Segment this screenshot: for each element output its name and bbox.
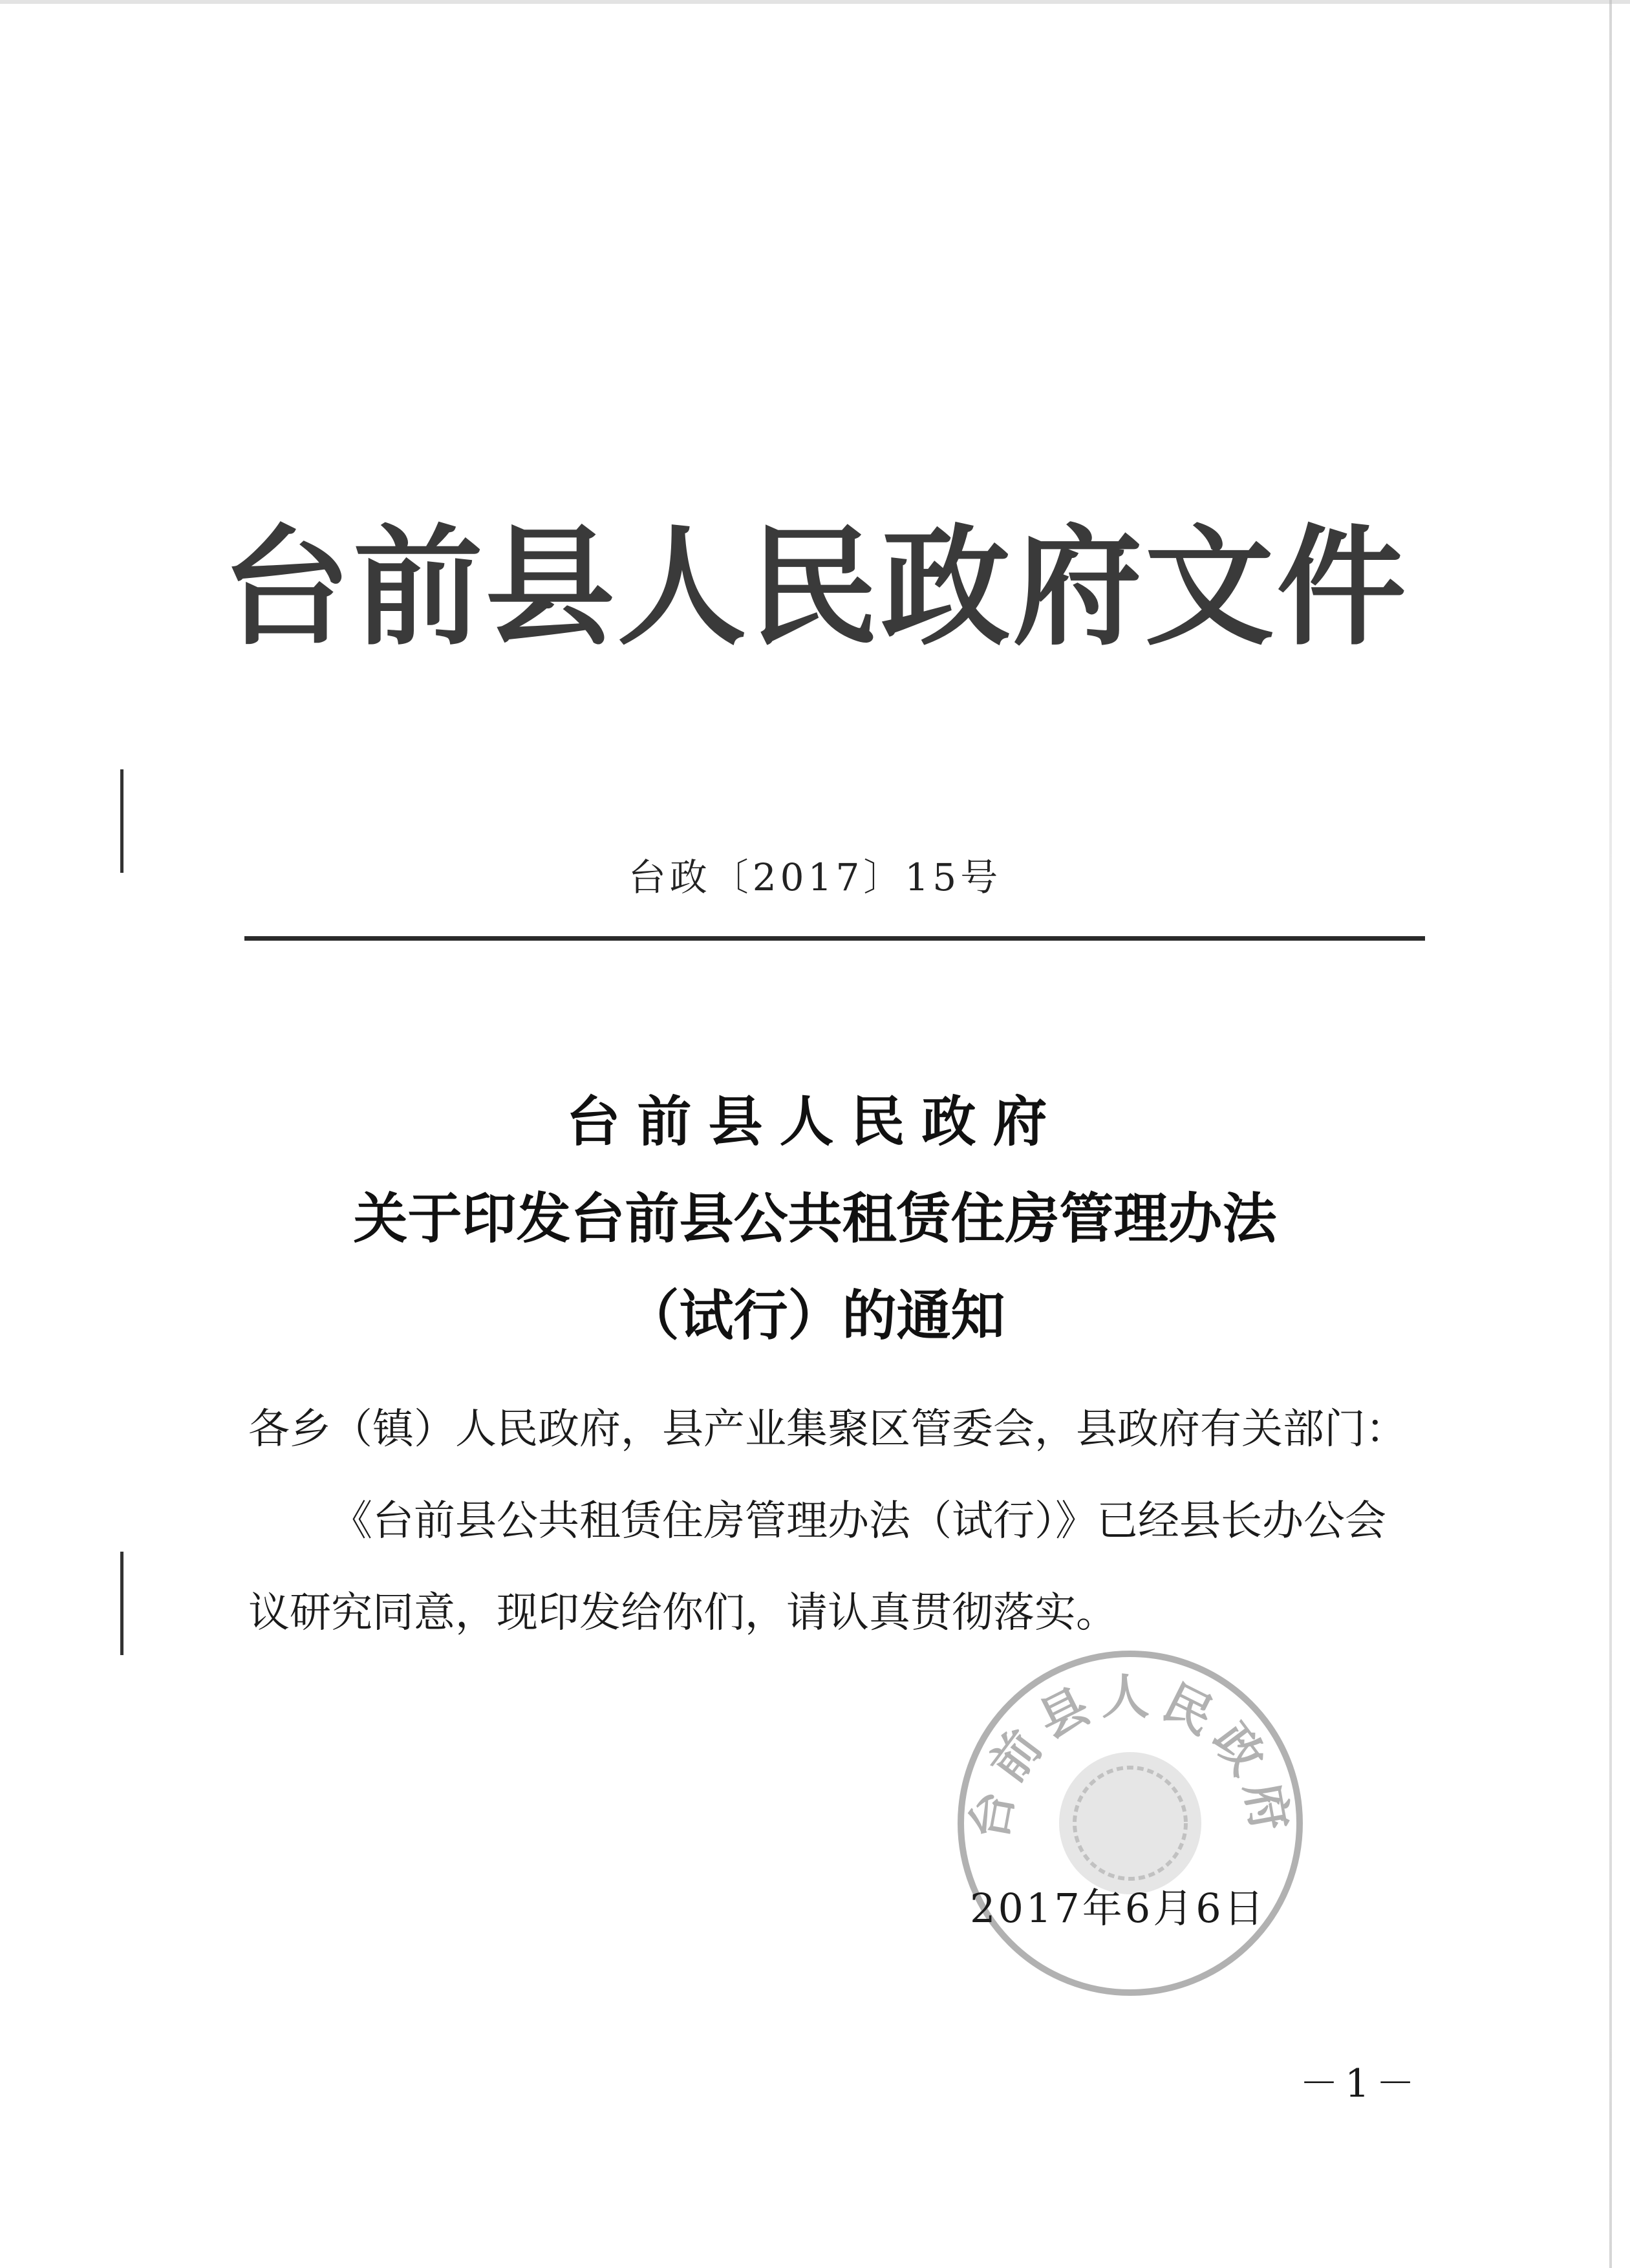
recipient-line: 各乡（镇）人民政府，县产业集聚区管委会，县政府有关部门： <box>248 1406 1407 1453</box>
body-paragraph: 《台前县公共租赁住房管理办法（试行）》已经县长办公会议研究同意，现印发给你们，请认真贯彻落实。 <box>248 1497 1386 1637</box>
title-line-issuer: 台前县人民政府 <box>566 1089 1064 1153</box>
document-number: 台政〔2017〕15号 <box>628 855 1002 899</box>
issue-date: 2017年6月6日 <box>970 1885 1267 1932</box>
seal-text: 台前县人民政府 <box>961 1669 1300 1845</box>
binding-mark-lower <box>120 1552 123 1655</box>
official-seal-graphic <box>949 1642 1311 2004</box>
title-line-subject: 关于印发台前县公共租赁住房管理办法 <box>353 1186 1277 1250</box>
document-body <box>248 1384 1407 1659</box>
document-header: 台前县人民政府文件 <box>221 513 1409 663</box>
official-seal <box>949 1642 1311 2004</box>
document-title <box>0 1073 1630 1364</box>
header-divider-rule <box>244 936 1425 941</box>
page-number: －1－ <box>1300 2061 1422 2106</box>
scan-edge-top <box>0 0 1630 4</box>
title-line-suffix: （试行）的通知 <box>625 1283 1005 1347</box>
